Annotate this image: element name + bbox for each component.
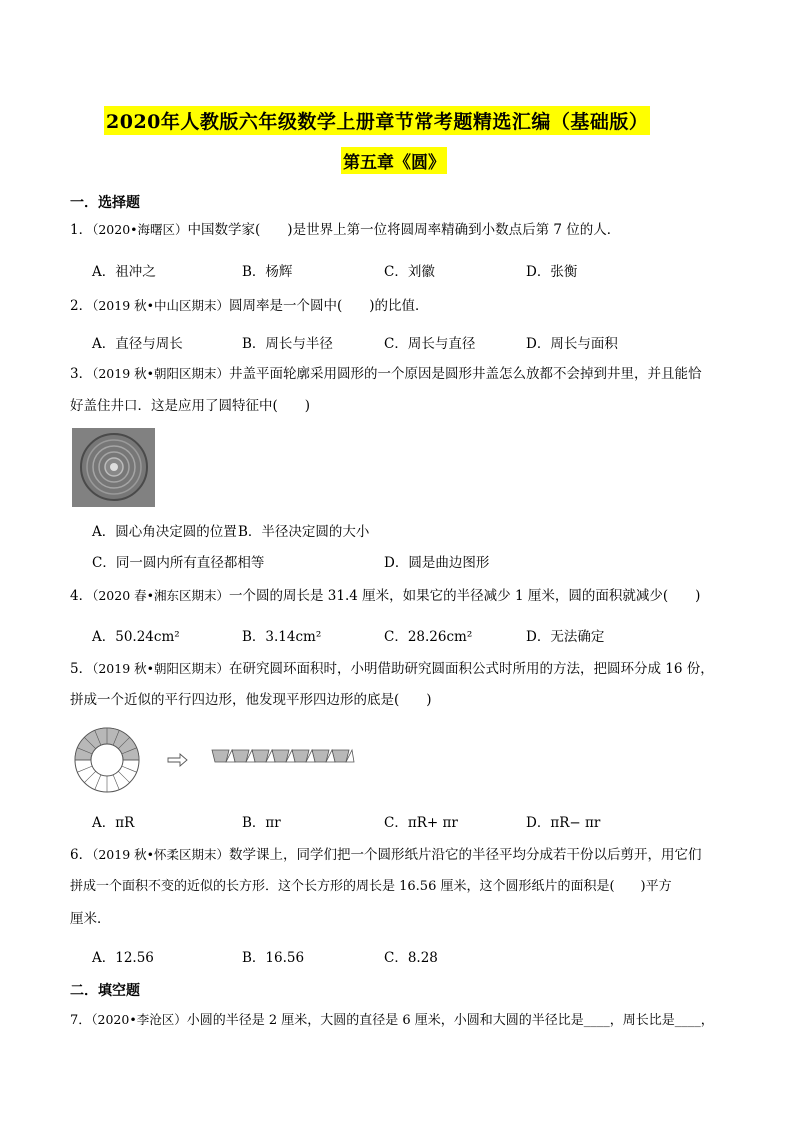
question-5: [70, 659, 714, 679]
question-6-line2: 拼成一个面积不变的近似的长方形．这个长方形的周长是 16.56 厘米，这个圆形纸片的面积是( )平方: [70, 879, 672, 894]
question-3-line2: 好盖住井口．这是应用了圆特征中( ): [70, 398, 311, 414]
question-6: [70, 845, 702, 865]
question-text: 井盖平面轮廓采用圆形的一个原因是圆形井盖怎么放都不会掉到井里，并且能恰: [229, 366, 702, 382]
chapter-title: 第五章《圆》: [341, 147, 447, 174]
question-source: （2019 秋•朝阳区期末）: [92, 661, 230, 676]
option-b[interactable]: B．16.56: [242, 950, 305, 966]
question-number: 1．: [70, 222, 93, 238]
question-4: [70, 586, 700, 606]
question-3: [70, 364, 702, 384]
option-a[interactable]: A．直径与周长: [92, 336, 183, 352]
question-5-line2: 拼成一个近似的平行四边形，他发现平形四边形的底是( ): [70, 692, 432, 708]
question-7: [70, 1010, 714, 1031]
option-a[interactable]: A．12.56: [92, 950, 154, 966]
arrow-icon: [168, 754, 187, 766]
option-d[interactable]: D．πR− πr: [526, 815, 601, 831]
question-source: （2020•李沧区）: [91, 1012, 187, 1027]
option-b[interactable]: B．杨辉: [242, 264, 293, 280]
question-number: 3．: [70, 366, 93, 382]
question-text: 圆周率是一个圆中( )的比值．: [229, 298, 429, 314]
option-c[interactable]: C．πR+ πr: [384, 815, 458, 831]
ring-rearrangement-figure: [72, 725, 362, 795]
option-b[interactable]: B．周长与半径: [242, 336, 333, 352]
manhole-cover-photo: [72, 428, 155, 507]
option-b[interactable]: B．半径决定圆的大小: [238, 524, 370, 540]
option-c[interactable]: C．8.28: [384, 950, 438, 966]
question-6-line3: 厘米．: [70, 911, 111, 927]
option-a[interactable]: A．圆心角决定圆的位置: [92, 524, 237, 540]
section-heading-fill: 二．填空题: [70, 983, 140, 999]
option-c[interactable]: C．同一圆内所有直径都相等: [92, 555, 265, 571]
option-a[interactable]: A．πR: [92, 815, 135, 831]
question-source: （2020•海曙区）: [92, 222, 188, 237]
question-number: 4．: [70, 588, 93, 604]
question-source: （2019 秋•中山区期末）: [92, 298, 230, 313]
question-source: （2020 春•湘东区期末）: [92, 588, 230, 603]
option-b[interactable]: B．πr: [242, 815, 281, 831]
question-text: 中国数学家( )是世界上第一位将圆周率精确到小数点后第 7 位的人．: [187, 222, 621, 238]
question-source: （2019 秋•朝阳区期末）: [92, 366, 230, 381]
question-1: [70, 220, 620, 240]
question-text: 一个圆的周长是 31.4 厘米，如果它的半径减少 1 厘米，圆的面积就减少( ): [229, 588, 701, 604]
question-text: 在研究圆环面积时，小明借助研究圆面积公式时所用的方法，把圆环分成 16 份，: [229, 661, 714, 677]
question-2: [70, 296, 429, 316]
option-b[interactable]: B．3.14cm²: [242, 629, 322, 645]
option-c[interactable]: C．周长与直径: [384, 336, 476, 352]
option-d[interactable]: D．无法确定: [526, 629, 605, 645]
option-d[interactable]: D．圆是曲边图形: [384, 555, 490, 571]
question-source: （2019 秋•怀柔区期末）: [92, 847, 230, 862]
question-text: 小圆的半径是 2 厘米，大圆的直径是 6 厘米，小圆和大圆的半径比是____，周长比是____，: [186, 1013, 714, 1028]
question-number: 7．: [70, 1013, 92, 1028]
question-number: 5．: [70, 661, 93, 677]
option-a[interactable]: A．50.24cm²: [92, 629, 180, 645]
page-title: 2020年人教版六年级数学上册章节常考题精选汇编（基础版）: [104, 106, 650, 135]
question-number: 6．: [70, 847, 93, 863]
question-number: 2．: [70, 298, 93, 314]
option-d[interactable]: D．张衡: [526, 264, 578, 280]
option-d[interactable]: D．周长与面积: [526, 336, 618, 352]
option-c[interactable]: C．刘徽: [384, 264, 435, 280]
option-c[interactable]: C．28.26cm²: [384, 629, 473, 645]
option-a[interactable]: A．祖冲之: [92, 264, 156, 280]
section-heading-choice: 一．选择题: [70, 195, 140, 211]
question-text: 数学课上，同学们把一个圆形纸片沿它的半径平均分成若干份以后剪开，用它们: [229, 847, 702, 863]
